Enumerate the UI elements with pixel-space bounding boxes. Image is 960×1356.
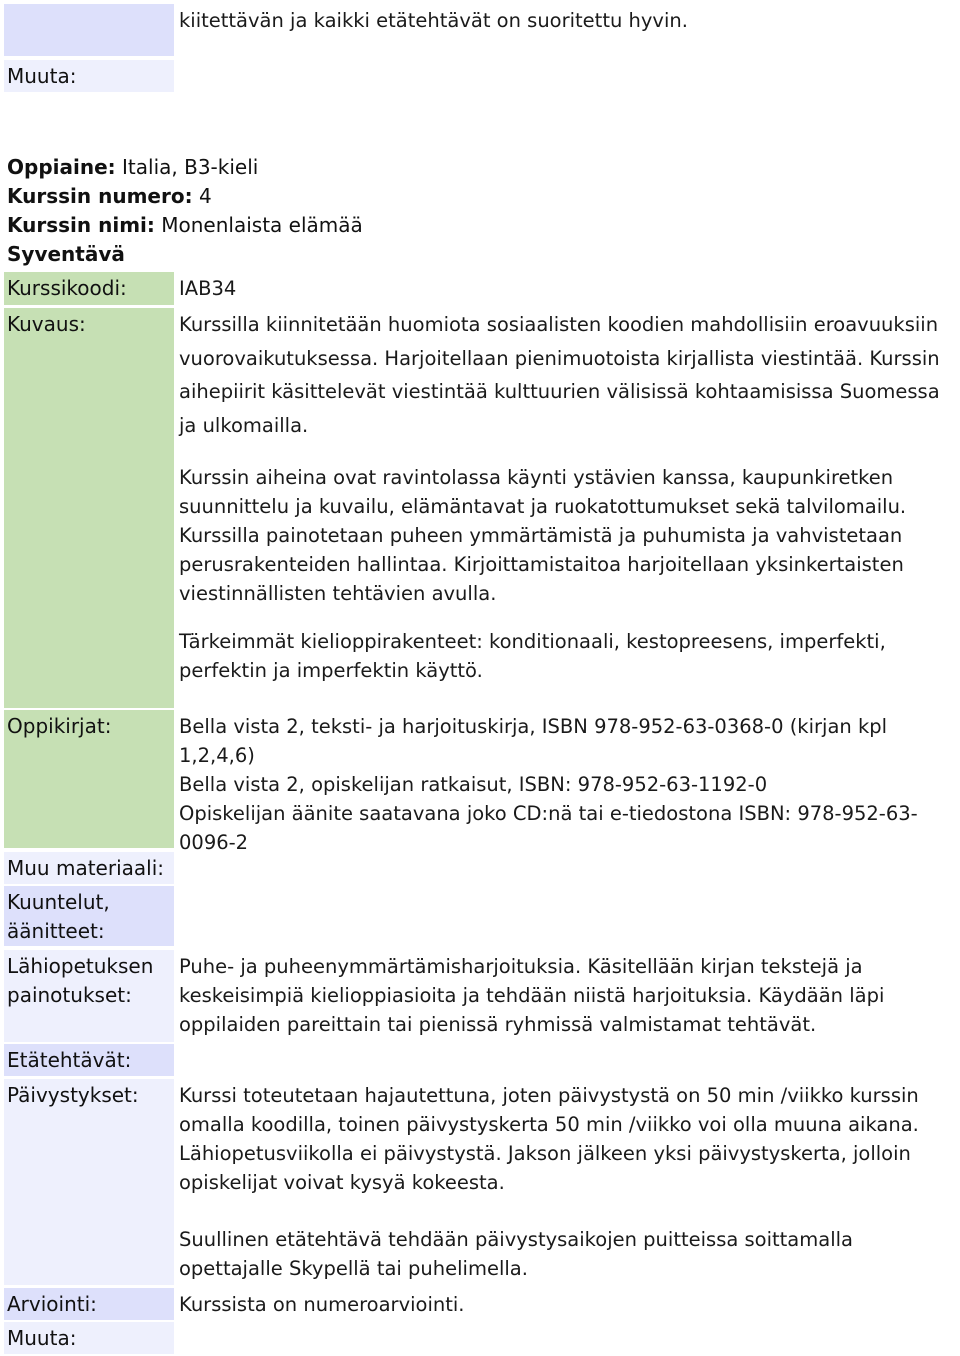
arviointi-value: Kurssista on numeroarviointi. <box>179 1293 465 1316</box>
oppiaine-label: Oppiaine: <box>7 155 116 179</box>
paivystykset-paragraph-1: Kurssi toteutetaan hajautettuna, joten päivystystä on 50 min /viikko kurssin omalla koodilla, toinen päivystyskerta 50 min /viikko voi olla muuna aikana. Lähiopetusviikolla ei päivystystä. Jakson jälkeen yksi päivystyskerta, jolloin opiskelijat voivat kysyä kokeesta. <box>179 1084 919 1194</box>
kuvaus-paragraph-3: Tärkeimmät kielioppirakenteet: konditionaali, kestopreesens, imperfekti, perfektin ja imperfektin käyttö. <box>179 630 886 682</box>
kurssin-numero-label: Kurssin numero: <box>7 184 193 208</box>
arviointi-label: Arviointi: <box>4 1288 174 1320</box>
syventava-line <box>7 240 125 269</box>
kuuntelut-label <box>4 886 174 946</box>
kurssin-nimi-line <box>7 211 363 240</box>
oppikirjat-item-3: Opiskelijan äänite saatavana joko CD:nä tai e-tiedostona ISBN: 978-952-63-0096-2 <box>179 802 918 854</box>
kuuntelut-label-line-1: Kuuntelut, <box>7 890 110 914</box>
kuuntelut-label-line-2: äänitteet: <box>7 919 105 943</box>
kurssin-nimi-value: Monenlaista elämää <box>161 213 363 237</box>
oppiaine-line <box>7 153 258 182</box>
kurssin-numero-line <box>7 182 212 211</box>
muuta-label-bottom: Muuta: <box>4 1322 174 1354</box>
kuvaus-label: Kuvaus: <box>4 308 174 708</box>
paivystykset-label: Päivystykset: <box>4 1079 174 1285</box>
etatehtavat-label: Etätehtävät: <box>4 1044 174 1076</box>
kurssin-nimi-label: Kurssin nimi: <box>7 213 155 237</box>
muuta-label-top: Muuta: <box>4 60 174 92</box>
kurssikoodi-label: Kurssikoodi: <box>4 272 174 305</box>
kurssikoodi-value: IAB34 <box>179 277 237 300</box>
lahiopetus-label-line-2: painotukset: <box>7 983 132 1007</box>
top-row-value: kiitettävän ja kaikki etätehtävät on suoritettu hyvin. <box>179 9 688 32</box>
oppikirjat-item-1: Bella vista 2, teksti- ja harjoituskirja, ISBN 978-952-63-0368-0 (kirjan kpl 1,2,4,6) <box>179 715 888 767</box>
oppiaine-value: Italia, B3-kieli <box>122 155 259 179</box>
kurssin-numero-value: 4 <box>198 184 212 208</box>
top-label-cell <box>4 4 174 56</box>
lahiopetus-label <box>4 950 174 1042</box>
syventava-label: Syventävä <box>7 242 125 266</box>
lahiopetus-label-line-1: Lähiopetuksen <box>7 954 154 978</box>
oppikirjat-item-2: Bella vista 2, opiskelijan ratkaisut, ISBN: 978-952-63-1192-0 <box>179 773 768 796</box>
kuvaus-paragraph-1: Kurssilla kiinnitetään huomiota sosiaalisten koodien mahdollisiin eroavuuksiin vuorovaikutuksessa. Harjoitellaan pienimuotoista kirjallista viestintää. Kurssin aihepiirit käsittelevät viestintää kulttuurien välisissä kohtaamisissa Suomessa ja ulkomailla. <box>179 313 940 437</box>
muu-materiaali-label: Muu materiaali: <box>4 852 174 884</box>
paivystykset-paragraph-2: Suullinen etätehtävä tehdään päivystysaikojen puitteissa soittamalla opettajalle Skypellä tai puhelimella. <box>179 1228 853 1280</box>
kuvaus-paragraph-2: Kurssin aiheina ovat ravintolassa käynti ystävien kanssa, kaupunkiretken suunnittelu ja kuvailu, elämäntavat ja ruokatottumukset sekä talvilomailu. Kurssilla painotetaan puheen ymmärtämistä ja puhumista ja vahvistetaan perusrakenteiden hallintaa. Kirjoittamistaitoa harjoitellaan yksinkertaisten viestinnällisten tehtävien avulla. <box>179 466 907 605</box>
oppikirjat-label: Oppikirjat: <box>4 710 174 848</box>
lahiopetus-value: Puhe- ja puheenymmärtämisharjoituksia. Käsitellään kirjan tekstejä ja keskeisimpiä kielioppiasioita ja tehdään niistä harjoituksia. Käydään läpi oppilaiden pareittain tai pienissä ryhmissä valmistamat tehtävät. <box>179 955 885 1036</box>
oppikirjat-list <box>179 712 959 857</box>
